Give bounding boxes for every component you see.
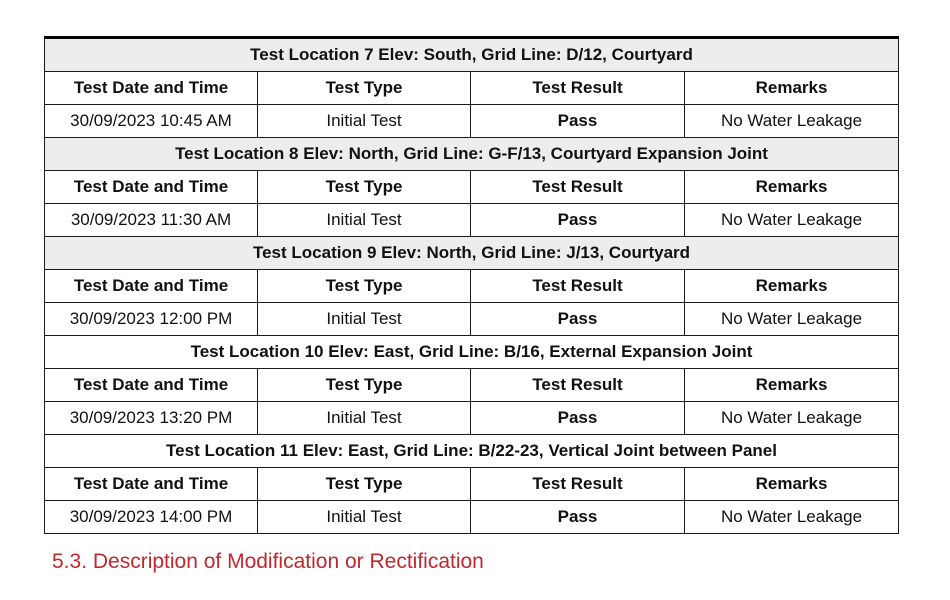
- datetime-cell: 30/09/2023 14:00 PM: [45, 501, 258, 534]
- location-title: Test Location 8 Elev: North, Grid Line: G-F/13, Courtyard Expansion Joint: [45, 138, 899, 171]
- table-row: [45, 303, 899, 336]
- test-type-cell: Initial Test: [258, 402, 471, 435]
- location-row: [45, 336, 899, 369]
- datetime-cell: 30/09/2023 11:30 AM: [45, 204, 258, 237]
- location-row: [45, 435, 899, 468]
- test-result-cell: Pass: [471, 501, 685, 534]
- location-title: Test Location 7 Elev: South, Grid Line: D/12, Courtyard: [45, 38, 899, 72]
- datetime-header: Test Date and Time: [45, 369, 258, 402]
- test-type-cell: Initial Test: [258, 105, 471, 138]
- datetime-cell: 30/09/2023 13:20 PM: [45, 402, 258, 435]
- location-title: Test Location 11 Elev: East, Grid Line: B/22-23, Vertical Joint between Panel: [45, 435, 899, 468]
- test-result-cell: Pass: [471, 105, 685, 138]
- result-header: Test Result: [471, 171, 685, 204]
- test-results-table: [44, 36, 899, 534]
- type-header: Test Type: [258, 72, 471, 105]
- result-header: Test Result: [471, 72, 685, 105]
- result-header: Test Result: [471, 270, 685, 303]
- test-results-body: [45, 38, 899, 534]
- column-header-row: [45, 270, 899, 303]
- test-result-cell: Pass: [471, 204, 685, 237]
- remarks-cell: No Water Leakage: [685, 303, 899, 336]
- test-result-cell: Pass: [471, 303, 685, 336]
- location-row: [45, 237, 899, 270]
- remarks-header: Remarks: [685, 171, 899, 204]
- column-header-row: [45, 72, 899, 105]
- remarks-cell: No Water Leakage: [685, 105, 899, 138]
- test-result-cell: Pass: [471, 402, 685, 435]
- column-header-row: [45, 171, 899, 204]
- test-type-cell: Initial Test: [258, 204, 471, 237]
- type-header: Test Type: [258, 171, 471, 204]
- location-row: [45, 38, 899, 72]
- location-row: [45, 138, 899, 171]
- table-row: [45, 204, 899, 237]
- datetime-cell: 30/09/2023 10:45 AM: [45, 105, 258, 138]
- test-type-cell: Initial Test: [258, 303, 471, 336]
- test-type-cell: Initial Test: [258, 501, 471, 534]
- column-header-row: [45, 369, 899, 402]
- table-row: [45, 501, 899, 534]
- remarks-cell: No Water Leakage: [685, 204, 899, 237]
- remarks-header: Remarks: [685, 369, 899, 402]
- result-header: Test Result: [471, 468, 685, 501]
- table-row: [45, 402, 899, 435]
- location-title: Test Location 9 Elev: North, Grid Line: J/13, Courtyard: [45, 237, 899, 270]
- type-header: Test Type: [258, 468, 471, 501]
- remarks-header: Remarks: [685, 72, 899, 105]
- datetime-cell: 30/09/2023 12:00 PM: [45, 303, 258, 336]
- remarks-cell: No Water Leakage: [685, 402, 899, 435]
- result-header: Test Result: [471, 369, 685, 402]
- location-title: Test Location 10 Elev: East, Grid Line: B/16, External Expansion Joint: [45, 336, 899, 369]
- datetime-header: Test Date and Time: [45, 270, 258, 303]
- datetime-header: Test Date and Time: [45, 171, 258, 204]
- type-header: Test Type: [258, 270, 471, 303]
- remarks-header: Remarks: [685, 468, 899, 501]
- remarks-cell: No Water Leakage: [685, 501, 899, 534]
- datetime-header: Test Date and Time: [45, 468, 258, 501]
- table-row: [45, 105, 899, 138]
- remarks-header: Remarks: [685, 270, 899, 303]
- datetime-header: Test Date and Time: [45, 72, 258, 105]
- type-header: Test Type: [258, 369, 471, 402]
- section-heading: 5.3. Description of Modification or Rectification: [52, 550, 484, 573]
- column-header-row: [45, 468, 899, 501]
